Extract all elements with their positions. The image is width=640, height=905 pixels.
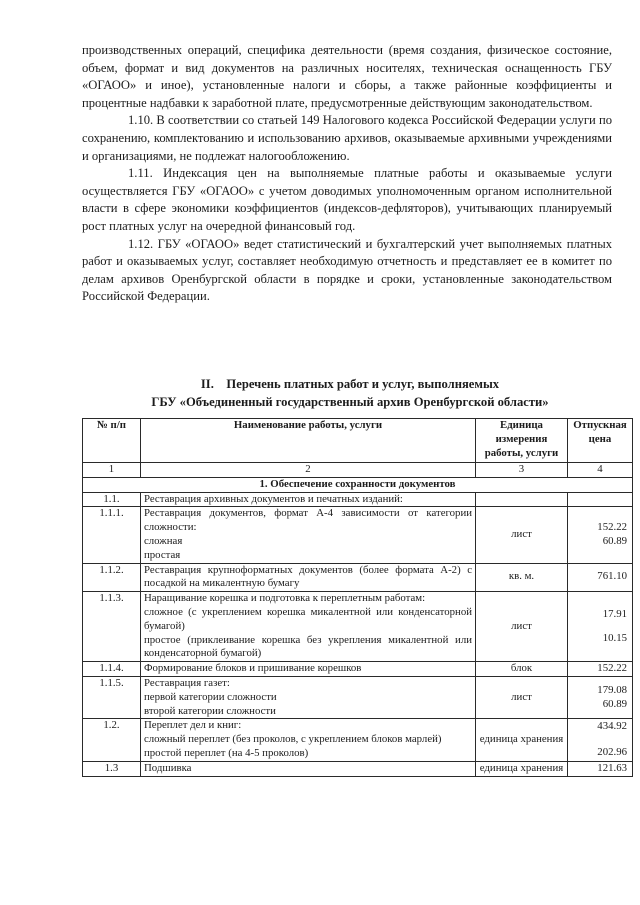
index-cell: 2 [141,463,476,478]
price-value: 10.15 [602,631,627,644]
row-unit: единица хранения [476,719,568,761]
price-table [82,418,633,777]
row-name-line: второй категории сложности [144,704,276,717]
row-number: 1.1.1. [83,507,141,563]
table-row [83,719,633,761]
row-name [141,592,476,662]
row-price [568,761,633,776]
table-row [83,676,633,718]
row-name-line: Реставрация документов, формат А-4 зависимости от категории сложности: [144,507,472,534]
row-number: 1.1. [83,492,141,507]
row-price [568,662,633,677]
row-unit: блок [476,662,568,677]
row-name-line: сложное (с укреплением корешка микалентной или конденсаторной бумагой) [144,605,472,632]
row-name-line: Переплет дел и книг: [144,719,242,732]
row-price [568,563,633,592]
paragraph-1-11: 1.11. Индексация цен на выполняемые платные работы и оказываемые услуги осуществляется ГБУ «ОГАОО» с учетом доводимых уполномоченным органом исполнительной власти в сфере экономики коэффициентов (индексов-дефляторов), учитывающих планируемый рост платных услуг на очередной финансовый год. [82,166,612,233]
section-title: 1. Обеспечение сохранности документов [83,477,633,492]
table-row [83,592,633,662]
row-name [141,662,476,677]
body-text [82,42,612,306]
row-unit: лист [476,507,568,563]
row-unit [476,492,568,507]
row-name-line: простой переплет (на 4-5 проколов) [144,746,309,759]
index-cell: 3 [476,463,568,478]
paragraph-1-12: 1.12. ГБУ «ОГАОО» ведет статистический и бухгалтерский учет выполняемых платных работ и оказываемых услуг, составляет необходимую отчетность и представляет ее в комитет по делам архивов Оренбургской области в порядке и сроки, установленные законодательством Российской Федерации. [82,236,612,304]
row-price [568,719,633,761]
index-cell: 4 [568,463,633,478]
index-row [83,463,633,478]
row-name-line: первой категории сложности [144,690,277,703]
row-name-line: простая [144,548,181,561]
row-price [568,492,633,507]
row-number: 1.1.4. [83,662,141,677]
row-number: 1.1.3. [83,592,141,662]
row-name-line: сложная [144,534,183,547]
row-name [141,507,476,563]
row-name-line: Реставрация газет: [144,676,230,689]
paragraph-continuation: производственных операций, специфика деятельности (время создания, физическое состояние, объем, формат и вид документов на различных носителях, техническая оснащенность ГБУ «ОГАОО» и иное), установленные налоги и сборы, а также районные коэффициенты и процентные надбавки к заработной плате, предусмотренные действующим законодательством. [82,43,612,110]
section-heading [70,376,630,411]
row-name [141,676,476,718]
row-number: 1.1.2. [83,563,141,592]
price-value: 60.89 [602,534,627,547]
row-name-line: Реставрация архивных документов и печатных изданий: [144,492,403,505]
header-name: Наименование работы, услуги [141,419,476,463]
table-row [83,492,633,507]
row-name [141,563,476,592]
table-header-row [83,419,633,463]
price-value: 202.96 [597,746,627,759]
price-value: 434.92 [597,720,627,733]
row-number: 1.1.5. [83,676,141,718]
row-unit: единица хранения [476,761,568,776]
price-value: 179.08 [597,683,627,696]
row-unit: лист [476,592,568,662]
row-name-line: Наращивание корешка и подготовка к переплетным работам: [144,592,426,605]
header-unit: Единица измерения работы, услуги [476,419,568,463]
row-name [141,719,476,761]
header-price: Отпускная цена [568,419,633,463]
price-value: 152.22 [597,662,627,675]
row-number: 1.2. [83,719,141,761]
table-row [83,507,633,563]
table-row [83,761,633,776]
paragraph-1-10: 1.10. В соответствии со статьей 149 Налогового кодекса Российской Федерации услуги по сохранению, комплектованию и использованию архивов, оказываемые архивными учреждениями и организациями, не подлежат налогообложению. [82,113,612,163]
row-unit: кв. м. [476,563,568,592]
header-num: № п/п [83,419,141,463]
price-value: 121.63 [597,761,627,774]
table-row [83,662,633,677]
price-value: 17.91 [602,607,627,620]
row-name-line: простое (приклеивание корешка без укрепления микалентной или конденсаторной бумагой) [144,633,472,660]
price-value: 60.89 [602,697,627,710]
price-value: 152.22 [597,521,627,534]
row-name-line: сложный переплет (без проколов, с укреплением блоков марлей) [144,733,442,746]
row-name-line: Формирование блоков и пришивание корешков [144,662,362,675]
heading-line-2: ГБУ «Объединенный государственный архив Оренбургской области» [151,394,549,409]
table-row [83,563,633,592]
heading-line-1: II. Перечень платных работ и услуг, выполняемых [200,377,500,391]
row-name [141,761,476,776]
row-name-line: Подшивка [144,761,192,774]
row-price [568,592,633,662]
row-unit: лист [476,676,568,718]
section-row [83,477,633,492]
index-cell: 1 [83,463,141,478]
price-value: 761.10 [597,570,627,583]
row-price [568,507,633,563]
row-price [568,676,633,718]
row-number: 1.3 [83,761,141,776]
row-name-line: Реставрация крупноформатных документов (более формата А-2) с посадкой на микалентную бумагу [144,563,472,590]
row-name [141,492,476,507]
